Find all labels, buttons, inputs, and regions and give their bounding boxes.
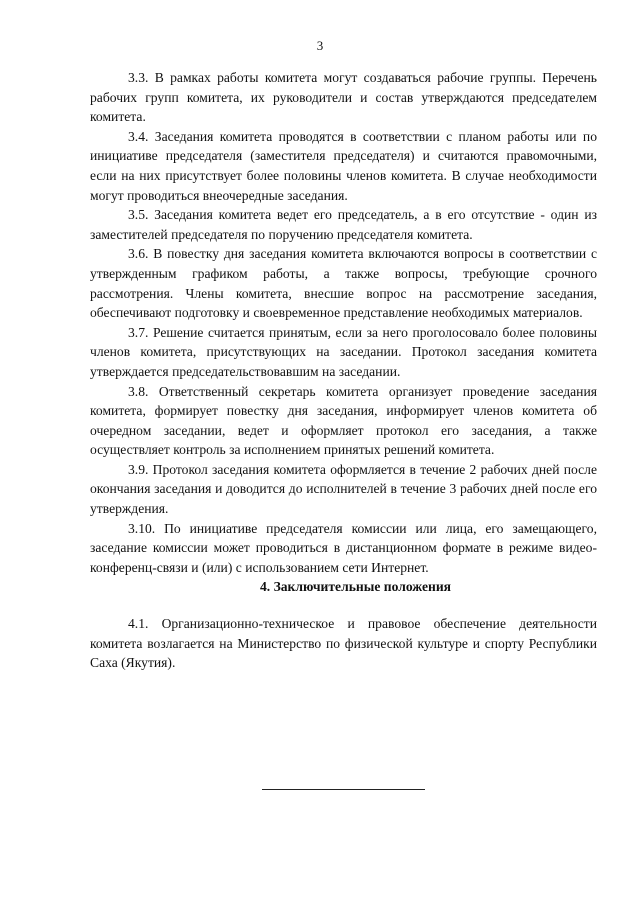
paragraph-4-1: 4.1. Организационно-техническое и правовое обеспечение деятельности комитета возлагается на Министерство по физической культуре и спорту Республики Саха (Якутия). [90,616,597,671]
paragraph-3-8: 3.8. Ответственный секретарь комитета организует проведение заседания комитета, формирует повестку дня заседания, информирует членов комитета об очередном заседании, ведет и оформляет протокол его заседания, а также осуществляет контроль за исполнением принятых решений комитета. [90,383,597,458]
section-heading-final-provisions: 4. Заключительные положения [259,579,452,595]
paragraph-3-5: 3.5. Заседания комитета ведет его председатель, а в его отсутствие - один из заместителей председателя по поручению председателя комитета. [90,207,597,242]
end-of-document-rule [262,789,425,790]
page-number: 3 [316,38,324,53]
paragraph-3-9: 3.9. Протокол заседания комитета оформляется в течение 2 рабочих дней после окончания заседания и доводится до исполнителей в течение 3 рабочих дней после его утверждения. [90,461,597,517]
paragraph-3-6: 3.6. В повестку дня заседания комитета включаются вопросы в соответствии с утвержденным графиком работы, а также вопросы, требующие срочного рассмотрения. Члены комитета, внесшие вопрос на рассмотрение заседания, обеспечивают подготовку и своевременное представление необходимых материалов. [90,246,597,321]
paragraph-3-4: 3.4. Заседания комитета проводятся в соответствии с планом работы или по инициативе председателя (заместителя председателя) и считаются правомочными, если на них присутствует более половины членов комитета. В случае необходимости могут проводиться внеочередные заседания. [90,128,597,203]
paragraph-3-7: 3.7. Решение считается принятым, если за него проголосовало более половины членов комитета, присутствующих на заседании. Протокол заседания комитета утверждается председательствовавшим на заседании. [90,324,597,379]
paragraph-3-10: 3.10. По инициативе председателя комиссии или лица, его замещающего, заседание комиссии может проводиться в дистанционном формате в режиме видео-конференц-связи и (или) с использованием сети Интернет. [90,520,597,575]
paragraph-3-3: 3.3. В рамках работы комитета могут создаваться рабочие группы. Перечень рабочих групп комитета, их руководители и состав утверждаются председателем комитета. [90,70,597,125]
document-body [90,68,597,673]
